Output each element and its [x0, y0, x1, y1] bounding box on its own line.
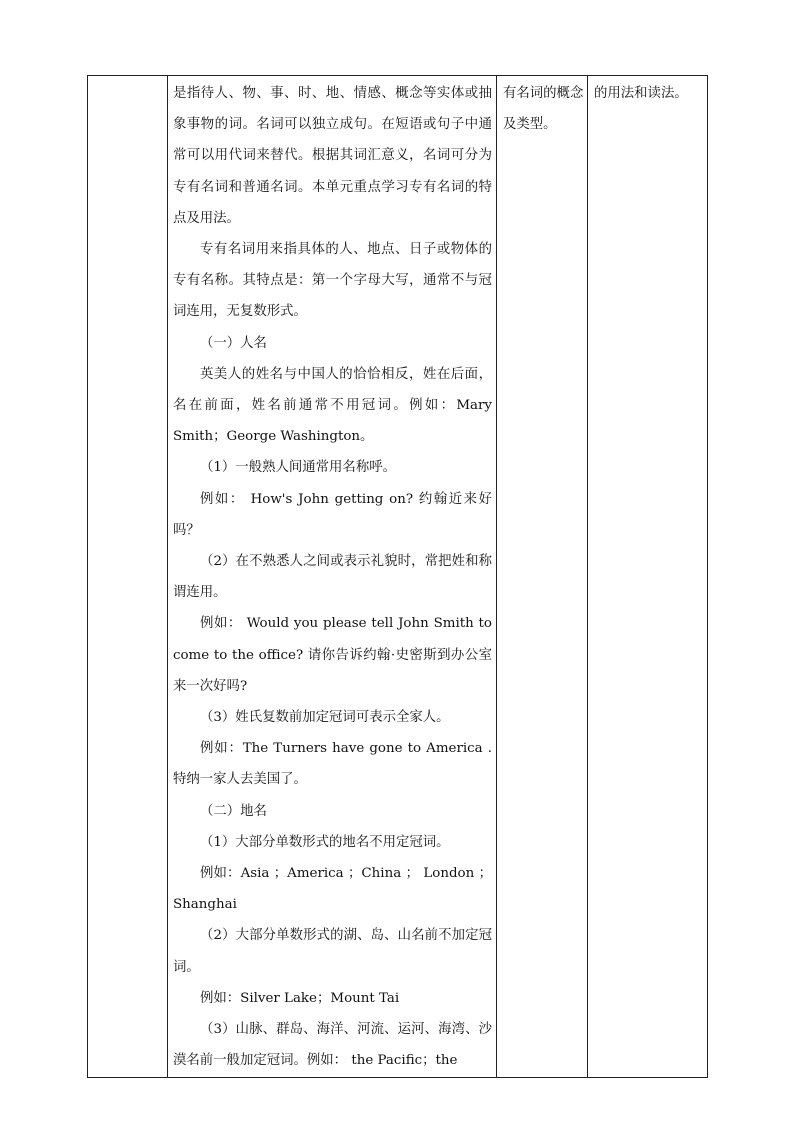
- content-text: [168, 76, 496, 1077]
- cell-content: [168, 76, 497, 1078]
- paragraph: （2）在不熟悉人之间或表示礼貌时，常把姓和称谓连用。: [173, 554, 492, 601]
- paragraph: （3）山脉、群岛、海洋、河流、运河、海湾、沙漠名前一般加定冠词。例如： the Pacific；the: [173, 1022, 492, 1069]
- paragraph: （3）姓氏复数前加定冠词可表示全家人。: [200, 710, 450, 726]
- example: 例如： Would you please tell John Smith to come to the office? 请你告诉约翰·史密斯到办公室来一次好吗?: [173, 616, 492, 694]
- paragraph: （2）大部分单数形式的湖、岛、山名前不加定冠词。: [173, 928, 492, 975]
- lesson-plan-table: [87, 75, 708, 1078]
- paragraph: 英美人的姓名与中国人的恰恰相反，姓在后面，名在前面，姓名前通常不用冠词。例如：Mary Smith；George Washington。: [173, 366, 492, 445]
- section-heading-place-names: （二）地名: [200, 803, 267, 819]
- example: 例如：The Turners have gone to America . 特纳一家人去美国了。: [173, 741, 492, 788]
- table-row: [88, 76, 708, 1078]
- example: 例如： How's John getting on? 约翰近来好吗？: [173, 491, 492, 538]
- cell-note: [588, 76, 708, 1078]
- paragraph: 专有名词用来指具体的人、地点、日子或物体的专有名称。其特点是：第一个字母大写，通常不与冠词连用，无复数形式。: [173, 242, 492, 320]
- section-heading-person-names: （一）人名: [200, 335, 267, 351]
- note-text: 的用法和读法。: [594, 86, 688, 101]
- example: 例如：Asia ；America ；China ； London ；Shanghai: [173, 866, 492, 913]
- paragraph: （1）大部分单数形式的地名不用定冠词。: [200, 834, 450, 850]
- paragraph: 是指待人、物、事、时、地、情感、概念等实体或抽象事物的词。名词可以独立成句。在短语或句子中通常可以用代词来替代。根据其词汇意义，名词可分为专有名词和普通名词。本单元重点学习专有名词的特点及用法。: [173, 86, 492, 226]
- example: 例如：Silver Lake；Mount Tai: [200, 990, 400, 1006]
- objective-text: 有名词的概念及类型。: [503, 86, 584, 133]
- cell-empty: [88, 76, 168, 1078]
- cell-objective: [497, 76, 588, 1078]
- paragraph: （1）一般熟人间通常用名称呼。: [200, 460, 396, 476]
